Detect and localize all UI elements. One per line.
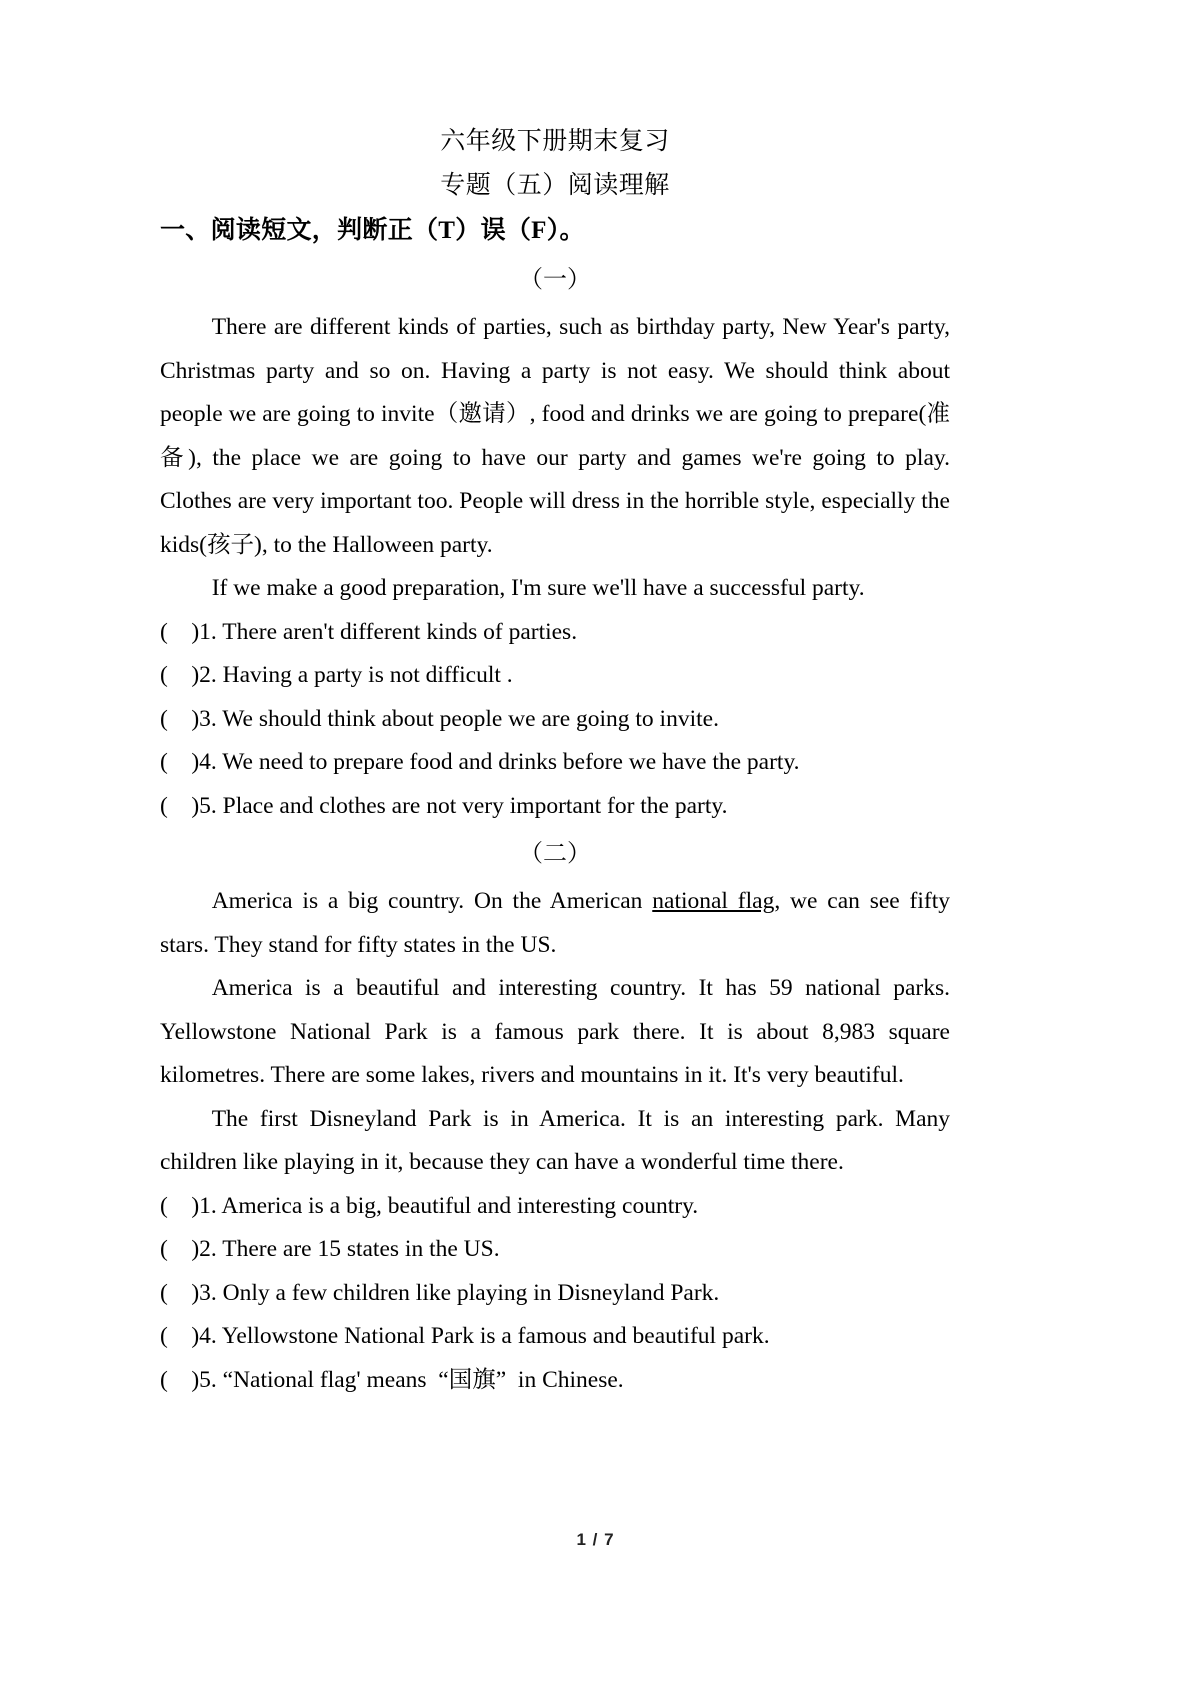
passage-two-text-before-underline: America is a big country. On the American (211, 888, 653, 914)
passage-one-paragraph-2: If we make a good preparation, I'm sure we'll have a successful party. (211, 575, 865, 601)
document-content (160, 120, 950, 1402)
passage-two-question-1[interactable]: ( )1. America is a big, beautiful and interesting country. (160, 1192, 699, 1219)
passage-two-question-3[interactable]: ( )3. Only a few children like playing in Disneyland Park. (160, 1279, 720, 1306)
passage-two-paragraph-1 (160, 880, 950, 967)
passage-two-label: （二） (519, 841, 591, 867)
passage-one-paragraph-1: There are different kinds of parties, such as birthday party, New Year's party, Christmas party and so on. Having a party is not easy. We should think about people we are going to invite（邀请）, food and drinks we are going to prepare(准备), the place we are going to have our party and games we're going to play. Clothes are very important too. People will dress in the horrible style, especially the kids(孩子), to the Halloween party. (160, 314, 950, 558)
document-subtitle: 专题（五）阅读理解 (440, 172, 670, 199)
passage-one-label: （一） (519, 267, 591, 293)
passage-two-question-2[interactable]: ( )2. There are 15 states in the US. (160, 1236, 500, 1262)
passage-two-question-4[interactable]: ( )4. Yellowstone National Park is a famous and beautiful park. (160, 1323, 770, 1349)
passage-two-paragraph-2: America is a beautiful and interesting country. It has 59 national parks. Yellowstone National Park is a famous park there. It is about 8,983 square kilometres. There are some lakes, rivers and mountains in it. It's very beautiful. (160, 975, 950, 1088)
passage-one-question-4[interactable]: ( )4. We need to prepare food and drinks before we have the party. (160, 749, 800, 775)
passage-one-question-1[interactable]: ( )1. There aren't different kinds of parties. (160, 618, 578, 645)
passage-two-question-5[interactable]: ( )5. “National flag' means “国旗” in Chinese. (160, 1366, 624, 1393)
passage-one-question-5[interactable]: ( )5. Place and clothes are not very important for the party. (160, 792, 728, 819)
passage-two-text-after-underline: , we can see fifty stars. They stand for fifty states in the US. (160, 888, 950, 958)
document-title: 六年级下册期末复习 (440, 128, 670, 155)
page-number-footer: 1 / 7 (576, 1530, 615, 1549)
national-flag-underlined-term: national flag (652, 888, 775, 914)
section-heading-true-false: 一、阅读短文，判断正（T）误（F）。 (160, 217, 585, 244)
passage-one-question-3[interactable]: ( )3. We should think about people we are going to invite. (160, 705, 719, 732)
passage-two-paragraph-3: The first Disneyland Park is in America. It is an interesting park. Many children like playing in it, because they can have a wonderful time there. (160, 1105, 950, 1175)
passage-one-question-2[interactable]: ( )2. Having a party is not difficult . (160, 662, 513, 688)
